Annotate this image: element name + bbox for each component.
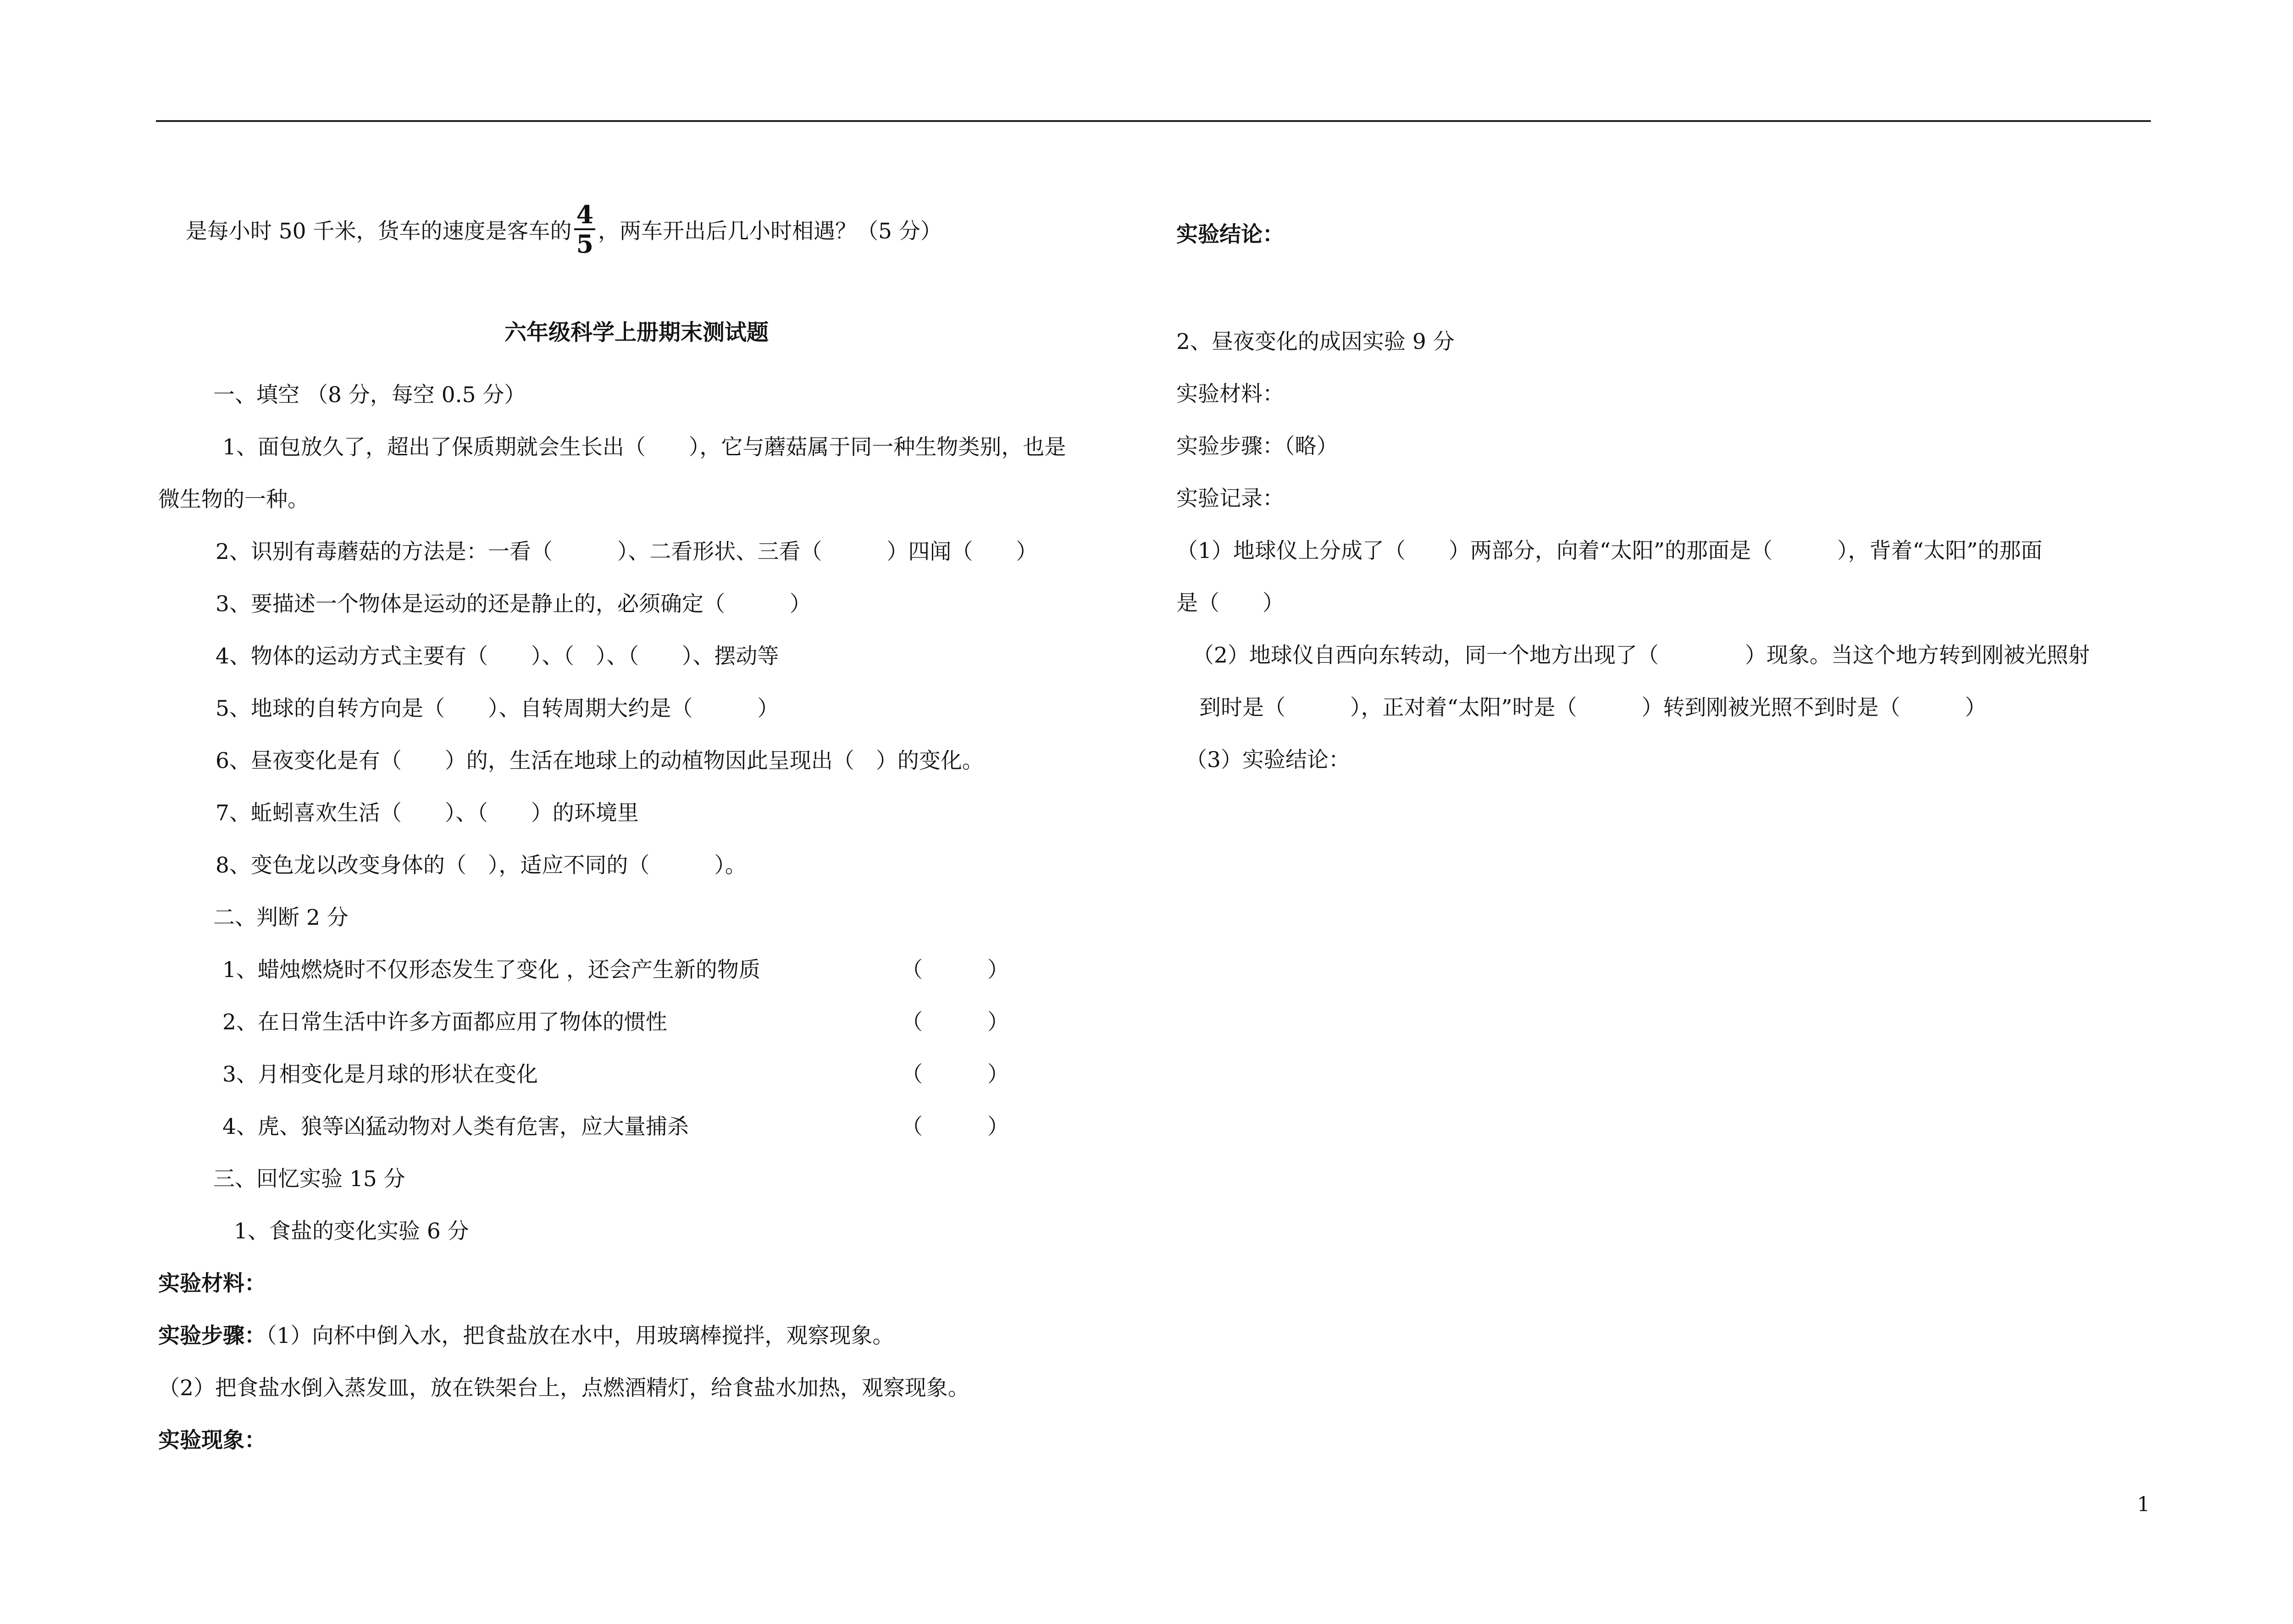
conclusion1-label: 实验结论： — [1176, 222, 1284, 247]
exp1-steps-label: 实验步骤： — [158, 1323, 266, 1348]
fill-item: 8、变色龙以改变身体的（ ），适应不同的（ ）。 — [216, 853, 747, 878]
header-rule — [156, 120, 2151, 122]
top-problem-line — [158, 177, 942, 259]
record-line: （1）地球仪上分成了（ ）两部分，向着“太阳”的那面是（ ），背着“太阳”的那面 — [1176, 538, 2043, 563]
fill-item: 1、面包放久了，超出了保质期就会生长出（ ），它与蘑菇属于同一种生物类别，也是 — [222, 435, 1066, 460]
judge-item-text: 3、月相变化是月球的形状在变化 — [222, 1062, 538, 1087]
exp1-step2: （2）把食盐水倒入蒸发皿，放在铁架台上，点燃酒精灯，给食盐水加热，观察现象。 — [158, 1375, 969, 1401]
fraction-numerator: 4 — [574, 201, 595, 230]
record-line: （2）地球仪自西向东转动，同一个地方出现了（ ）现象。当这个地方转到刚被光照射 — [1192, 643, 2090, 668]
fill-item: 微生物的一种。 — [158, 487, 309, 512]
record-line: （3）实验结论： — [1185, 747, 1350, 773]
exp2-record-label: 实验记录： — [1176, 486, 1284, 511]
section1-heading: 一、填空 （8 分，每空 0.5 分） — [213, 382, 526, 408]
fill-item: 4、物体的运动方式主要有（ ）、（ ）、（ ）、摆动等 — [216, 644, 779, 669]
section3-heading: 三、回忆实验 15 分 — [213, 1166, 405, 1192]
fraction-denominator: 5 — [576, 229, 594, 259]
exp1-steps-line — [158, 1322, 894, 1350]
fill-item: 7、蚯蚓喜欢生活（ ）、（ ）的环境里 — [216, 801, 639, 826]
judge-item-text: 4、虎、狼等凶猛动物对人类有危害，应大量捕杀 — [222, 1114, 689, 1139]
fill-item: 3、要描述一个物体是运动的还是静止的，必须确定（ ） — [216, 591, 811, 617]
exp1-phenomenon-label: 实验现象： — [158, 1428, 266, 1453]
exp1-materials-label: 实验材料： — [158, 1271, 266, 1296]
exp2-heading: 2、昼夜变化的成因实验 9 分 — [1176, 329, 1455, 354]
record-line: 到时是（ ），正对着“太阳”时是（ ）转到刚被光照不到时是（ ） — [1199, 695, 1987, 720]
fill-item: 5、地球的自转方向是（ ）、自转周期大约是（ ） — [216, 696, 779, 721]
judge-item-text: 2、在日常生活中许多方面都应用了物体的惯性 — [222, 1010, 667, 1035]
judge-item-paren: （ ） — [901, 957, 1009, 983]
section2-heading: 二、判断 2 分 — [213, 905, 349, 930]
judge-item-paren: （ ） — [901, 1062, 1009, 1087]
top-problem-text-before: 是每小时 50 千米，货车的速度是客车的 — [185, 219, 572, 244]
exp2-steps: 实验步骤：（略） — [1176, 434, 1338, 459]
record-line: 是（ ） — [1176, 591, 1284, 616]
exp1-step1: （1）向杯中倒入水，把食盐放在水中，用玻璃棒搅拌，观察现象。 — [266, 1323, 894, 1348]
fill-item: 6、昼夜变化是有（ ）的，生活在地球上的动植物因此呈现出（ ）的变化。 — [216, 748, 984, 773]
fill-item: 2、识别有毒蘑菇的方法是：一看（ ）、二看形状、三看（ ）四闻（ ） — [216, 539, 1038, 564]
judge-item-text: 1、蜡烛燃烧时不仅形态发生了变化 ，还会产生新的物质 — [222, 957, 760, 983]
exp1-heading: 1、食盐的变化实验 6 分 — [234, 1219, 469, 1244]
page-number: 1 — [2137, 1493, 2150, 1516]
fraction — [574, 201, 595, 258]
page-title: 六年级科学上册期末测试题 — [504, 320, 769, 345]
exp2-materials-label: 实验材料： — [1176, 381, 1284, 407]
judge-item-paren: （ ） — [901, 1114, 1009, 1139]
judge-item-paren: （ ） — [901, 1010, 1009, 1035]
top-problem-text-after: ，两车开出后几小时相遇？（5 分） — [598, 219, 942, 244]
